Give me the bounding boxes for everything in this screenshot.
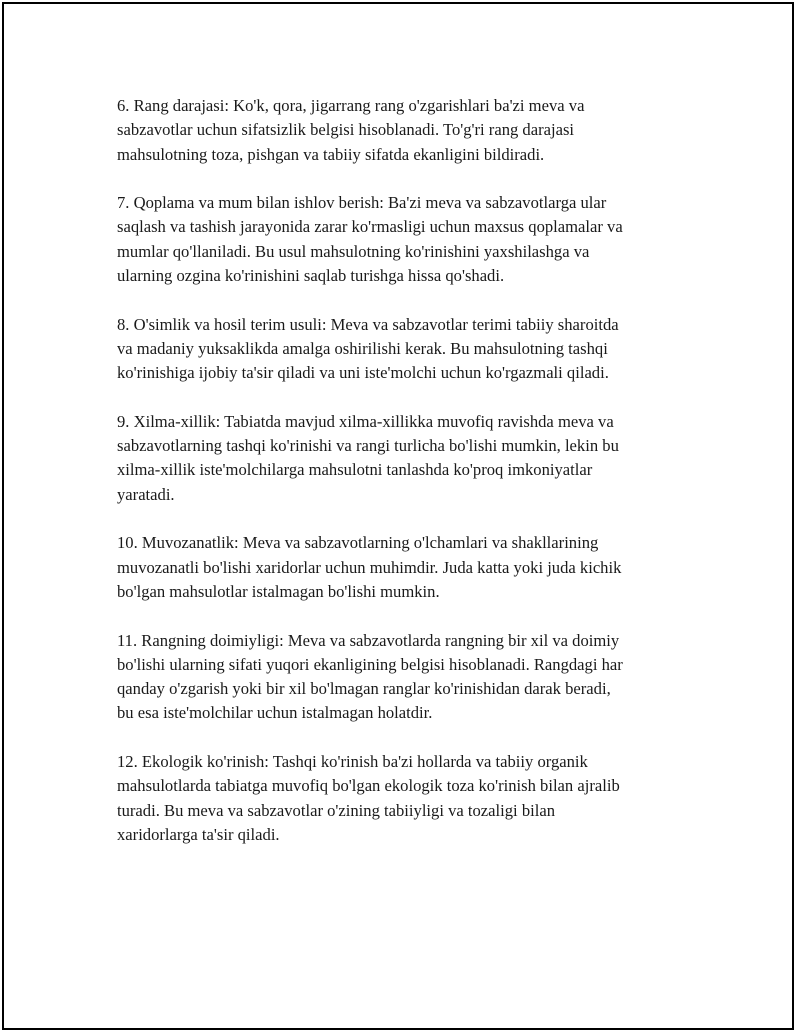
document-body	[117, 94, 692, 872]
paragraph-rang-darajasi: 6. Rang darajasi: Ko'k, qora, jigarrang rang o'zgarishlari ba'zi meva va sabzavotlar uchun sifatsizlik belgisi hisoblanadi. To'g'ri rang darajasi mahsulotning toza, pishgan va tabiiy sifatda ekanligini bildiradi.	[117, 96, 585, 164]
paragraph-muvozanatlik: 10. Muvozanatlik: Meva va sabzavotlarning o'lchamlari va shakllarining muvozanatli bo'lishi xaridorlar uchun muhimdir. Juda katta yoki juda kichik bo'lgan mahsulotlar istalmagan bo'lishi mumkin.	[117, 533, 622, 601]
paragraph-xilma-xillik: 9. Xilma-xillik: Tabiatda mavjud xilma-xillikka muvofiq ravishda meva va sabzavotlarning tashqi ko'rinishi va rangi turlicha bo'lishi mumkin, lekin bu xilma-xillik iste'molchilarga mahsulotni tanlashda ko'proq imkoniyatlar yaratadi.	[117, 411, 619, 504]
paragraph-osimlik-va-hosil: 8. O'simlik va hosil terim usuli: Meva va sabzavotlar terimi tabiiy sharoitda va madaniy yuksaklikda amalga oshirilishi kerak. Bu mahsulotning tashqi ko'rinishiga ijobiy ta'sir qiladi va uni iste'molchi uchun ko'rgazmali qiladi.	[117, 314, 619, 383]
paragraph-ekologik-korinish: 12. Ekologik ko'rinish: Tashqi ko'rinish ba'zi hollarda va tabiiy organik mahsulotlarda tabiatga muvofiq bo'lgan ekologik toza ko'rinish bilan ajralib turadi. Bu meva va sabzavotlar o'zining tabiiyligi va tozaligi bilan xaridorlarga ta'sir qiladi.	[117, 752, 620, 844]
paragraph-rangning-doimiyligi: 11. Rangning doimiyligi: Meva va sabzavotlarda rangning bir xil va doimiy bo'lishi ularning sifati yuqori ekanligining belgisi hisoblanadi. Rangdagi har qanday o'zgarish yoki bir xil bo'lmagan ranglar ko'rinishidan darak beradi, bu esa iste'molchilar uchun istalmagan holatdir.	[117, 630, 623, 723]
paragraph-qoplama-va-mum: 7. Qoplama va mum bilan ishlov berish: Ba'zi meva va sabzavotlarga ular saqlash va tashish jarayonida zarar ko'rmasligi uchun maxsus qoplamalar va mumlar qo'llaniladi. Bu usul mahsulotning ko'rinishini yaxshilashga va ularning ozgina ko'rinishini saqlab turishga hissa qo'shadi.	[117, 193, 623, 286]
